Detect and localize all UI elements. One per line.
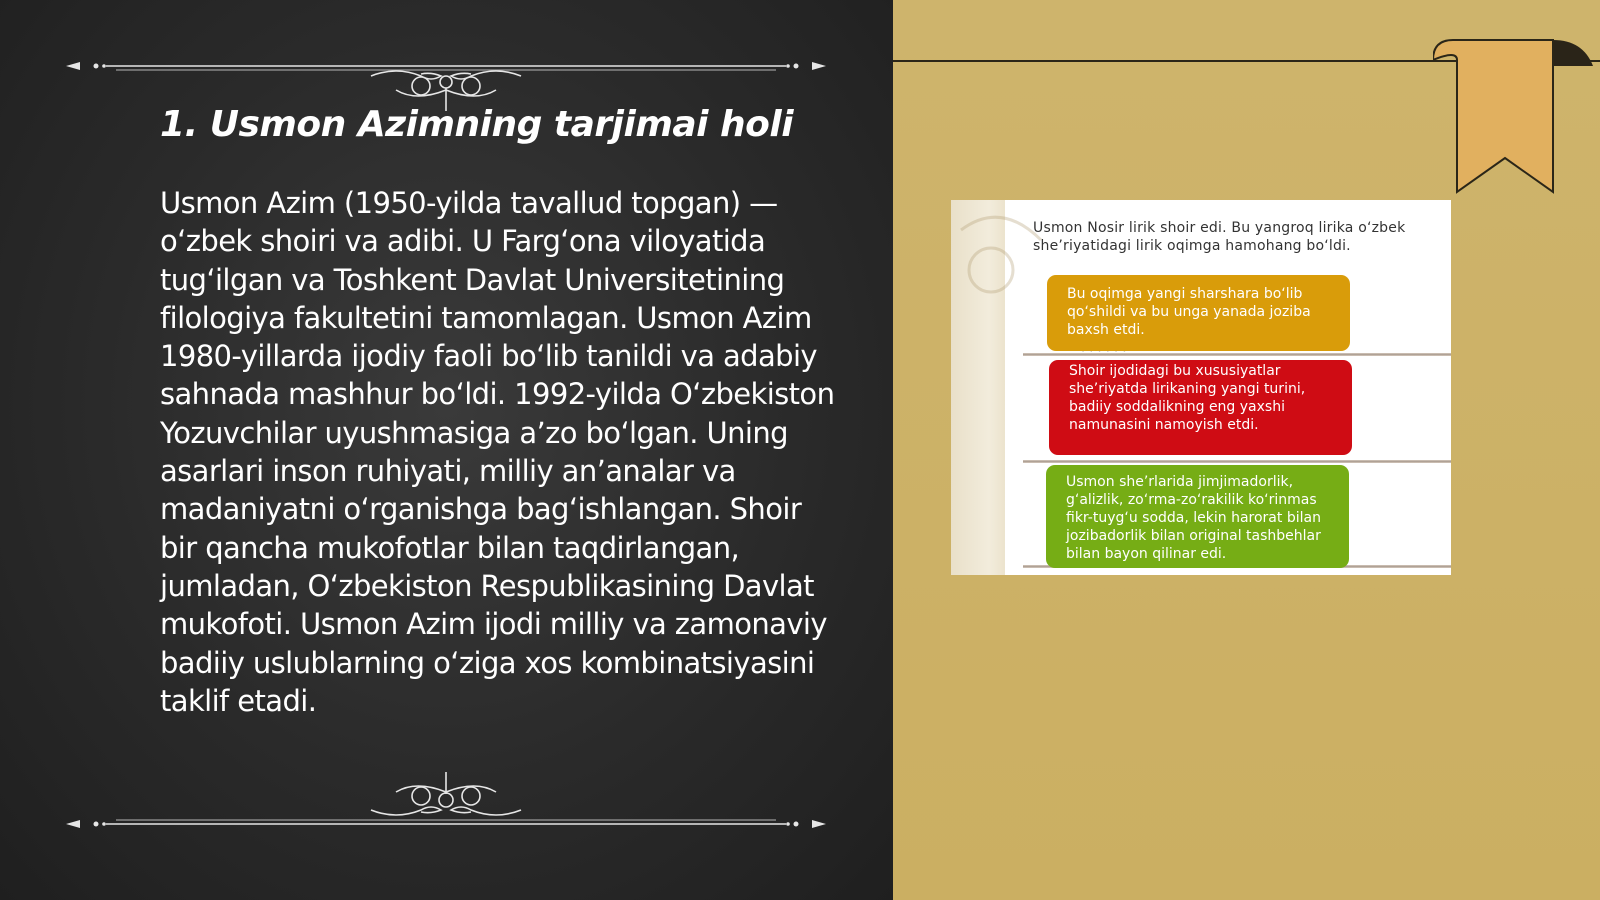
infographic-card <box>951 200 1451 575</box>
slide-title: 1. Usmon Azimning tarjimai holi <box>160 104 794 145</box>
bookmark-ribbon-icon <box>1433 36 1600 201</box>
slide-body-text: Usmon Azim (1950-yilda tavallud topgan) — o‘zbek shoiri va adibi. U Farg‘ona viloyatida tug‘ilgan va Toshkent Davlat Universitetining filologiya fakultetini tamomlagan. Usmon Azim 1980-yillarda ijodiy faoli bo‘lib tanildi va adabiy sahnada mashhur bo‘ldi. 1992-yilda O‘zbekiston Yozuvchilar uyushmasiga a’zo bo‘lgan. Uning asarlari inson ruhiyati, milliy an’analar va madaniyatni o‘rganishga bag‘ishlangan. Shoir bir qancha mukofotlar bilan taqdirlangan, jumladan, O‘zbekiston Respublikasining Davlat mukofoti. Usmon Azim ijodi milliy va zamonaviy badiiy uslublarning o‘ziga xos kombinatsiyasini taklif etadi. <box>160 186 835 718</box>
card-rule <box>1023 460 1451 463</box>
card-intro-text: Usmon Nosir lirik shoir edi. Bu yangroq lirika o‘zbek she’riyatidagi lirik oqimga hamohang bo‘ldi. <box>1033 220 1406 254</box>
card-item-red: Shoir ijodidagi bu xususiyatlar she’riyatda lirikaning yangi turini, badiiy soddalikning eng yaxshi namunasini namoyish etdi. <box>1049 360 1352 455</box>
ornament-divider-bottom-icon <box>66 770 826 850</box>
card-item-green: Usmon she’rlarida jimjimadorlik, g‘alizlik, zo‘rma-zo‘rakilik ko‘rinmas fikr-tuyg‘u sodda, lekin harorat bilan jozibadorlik bilan original tashbehlar bilan bayon qilinar edi. <box>1046 465 1349 568</box>
card-item-orange: Bu oqimga yangi sharshara bo‘lib qo‘shildi va bu unga yanada joziba baxsh etdi. <box>1047 275 1350 351</box>
card-rule <box>1023 353 1451 356</box>
